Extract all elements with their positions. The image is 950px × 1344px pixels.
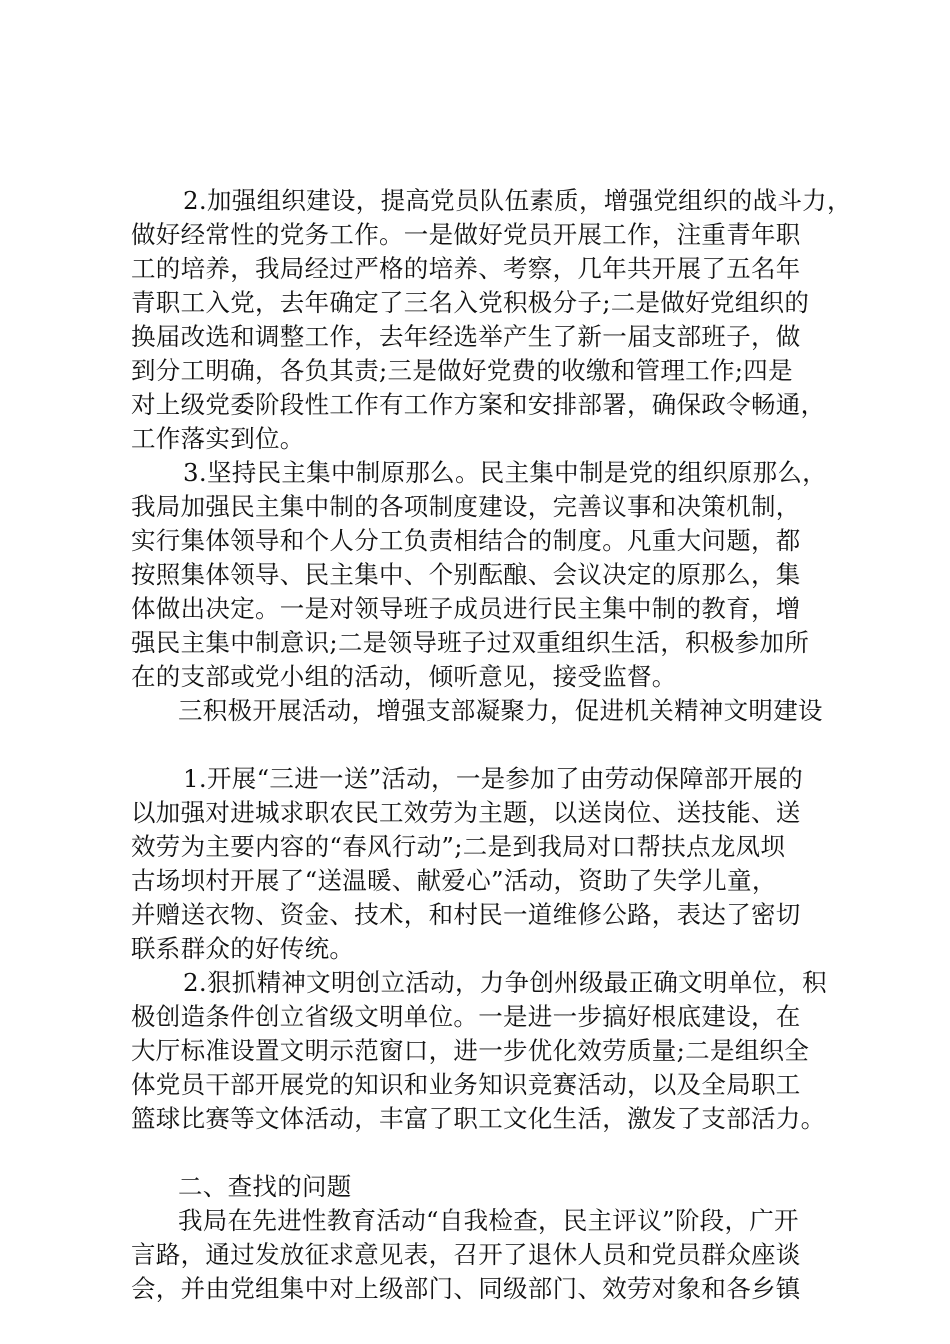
section-heading-problems: 二、查找的问题 (178, 1172, 352, 1201)
problems-line-2: 言路，通过发放征求意见表，召开了退休人员和党员群众座谈 (131, 1240, 801, 1269)
paragraph-3-line-6: 强民主集中制意识;二是领导班子过双重组织生活，积极参加所 (131, 628, 810, 657)
paragraph-3-line-7: 在的支部或党小组的活动，倾听意见，接受监督。 (131, 662, 677, 691)
paragraph-3-line-2: 我局加强民主集中制的各项制度建设，完善议事和决策机制， (131, 492, 801, 521)
activity-1-line-3: 效劳为主要内容的“春风行动”;二是到我局对口帮扶点龙凤坝 (131, 832, 786, 861)
activity-1-line-2: 以加强对进城求职农民工效劳为主题，以送岗位、送技能、送 (131, 798, 801, 827)
paragraph-2-line-6: 到分工明确，各负其责;三是做好党费的收缴和管理工作;四是 (131, 356, 793, 385)
paragraph-3-line-5: 体做出决定。一是对领导班子成员进行民主集中制的教育，增 (131, 594, 801, 623)
activity-1-line-1: 1.开展“三进一送”活动，一是参加了由劳动保障部开展的 (183, 764, 804, 793)
section-heading-three: 三积极开展活动，增强支部凝聚力，促进机关精神文明建设 (178, 696, 823, 725)
paragraph-2-line-2: 做好经常性的党务工作。一是做好党员开展工作，注重青年职 (131, 220, 801, 249)
problems-line-3: 会，并由党组集中对上级部门、同级部门、效劳对象和各乡镇 (131, 1274, 801, 1303)
paragraph-3-line-4: 按照集体领导、民主集中、个别酝酿、会议决定的原那么，集 (131, 560, 801, 589)
paragraph-3-line-1: 3.坚持民主集中制原那么。民主集中制是党的组织原那么， (183, 458, 827, 487)
paragraph-2-line-7: 对上级党委阶段性工作有工作方案和安排部署，确保政令畅通， (131, 390, 826, 419)
paragraph-2-line-5: 换届改选和调整工作，去年经选举产生了新一届支部班子，做 (131, 322, 801, 351)
paragraph-3-line-3: 实行集体领导和个人分工负责相结合的制度。凡重大问题，都 (131, 526, 801, 555)
activity-2-line-1: 2.狠抓精神文明创立活动，力争创州级最正确文明单位，积 (183, 968, 827, 997)
problems-line-1: 我局在先进性教育活动“自我检查，民主评议”阶段，广开 (178, 1206, 799, 1235)
activity-2-line-2: 极创造条件创立省级文明单位。一是进一步搞好根底建设，在 (131, 1002, 801, 1031)
activity-2-line-4: 体党员干部开展党的知识和业务知识竞赛活动，以及全局职工 (131, 1070, 801, 1099)
activity-1-line-4: 古场坝村开展了“送温暖、献爱心”活动，资助了失学儿童， (131, 866, 777, 895)
activity-2-line-5: 篮球比赛等文体活动，丰富了职工文化生活，激发了支部活力。 (131, 1104, 826, 1133)
activity-1-line-6: 联系群众的好传统。 (131, 934, 355, 963)
paragraph-2-line-8: 工作落实到位。 (131, 424, 305, 453)
paragraph-2-line-3: 工的培养，我局经过严格的培养、考察，几年共开展了五名年 (131, 254, 801, 283)
paragraph-2-line-4: 青职工入党，去年确定了三名入党积极分子;二是做好党组织的 (131, 288, 810, 317)
activity-2-line-3: 大厅标准设置文明示范窗口，进一步优化效劳质量;二是组织全 (131, 1036, 810, 1065)
activity-1-line-5: 并赠送衣物、资金、技术，和村民一道维修公路，表达了密切 (131, 900, 801, 929)
paragraph-2-line-1: 2.加强组织建设，提高党员队伍素质，增强党组织的战斗力， (183, 186, 852, 215)
